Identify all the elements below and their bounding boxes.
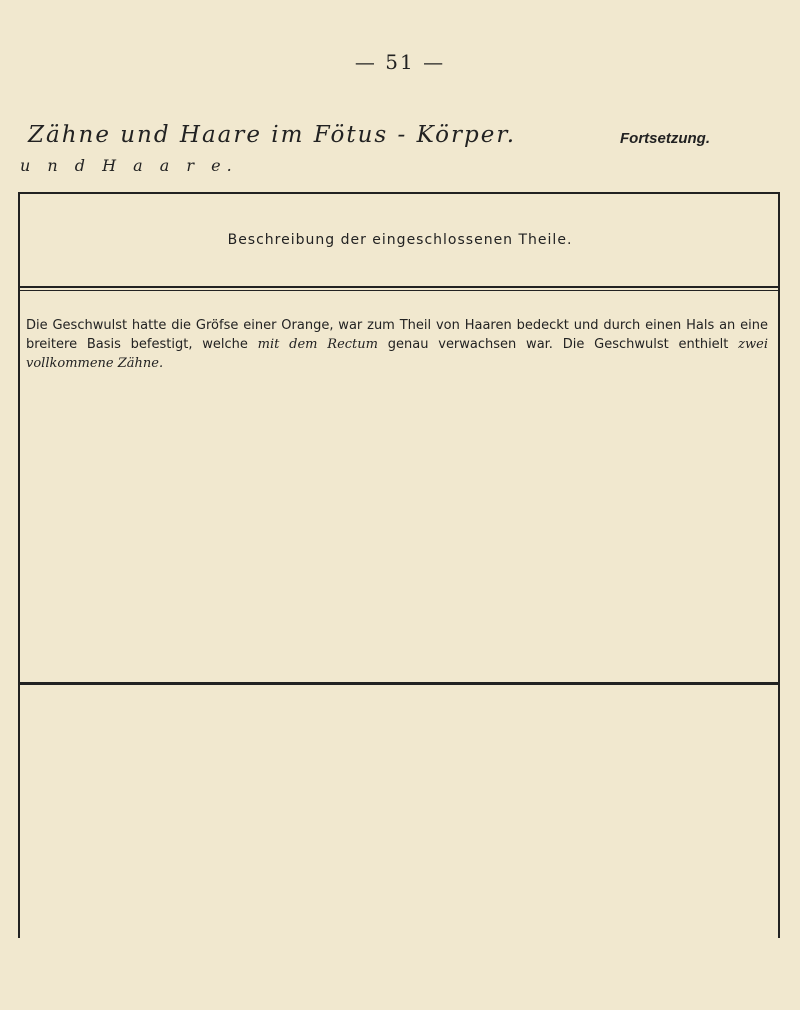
description-paragraph bbox=[26, 316, 768, 373]
section-divider bbox=[18, 682, 780, 685]
section-title: Beschreibung der eingeschlossenen Theile. bbox=[227, 232, 573, 248]
continuation-label: Fortsetzung. bbox=[620, 130, 710, 147]
page-heading: Zähne und Haare im Fötus - Körper. bbox=[28, 122, 517, 148]
double-rule-top bbox=[18, 286, 780, 288]
description-emphasis-2: zwei vollkommene Zähne. bbox=[26, 337, 768, 371]
double-rule-bottom bbox=[18, 290, 780, 291]
description-text-2: genau verwachsen war. Die Geschwulst enthielt bbox=[377, 337, 739, 352]
table-frame bbox=[18, 192, 780, 938]
description-emphasis-1: mit dem Rectum bbox=[257, 337, 378, 352]
page-number: — 51 — bbox=[354, 50, 446, 74]
description-text-1: Die Geschwulst hatte die Gröfse einer Orange, war zum Theil von Haaren bedeckt und durch einen Hals an eine breitere Basis befestigt, welche bbox=[26, 318, 768, 352]
page-subheading: u n d H a a r e. bbox=[20, 156, 238, 175]
